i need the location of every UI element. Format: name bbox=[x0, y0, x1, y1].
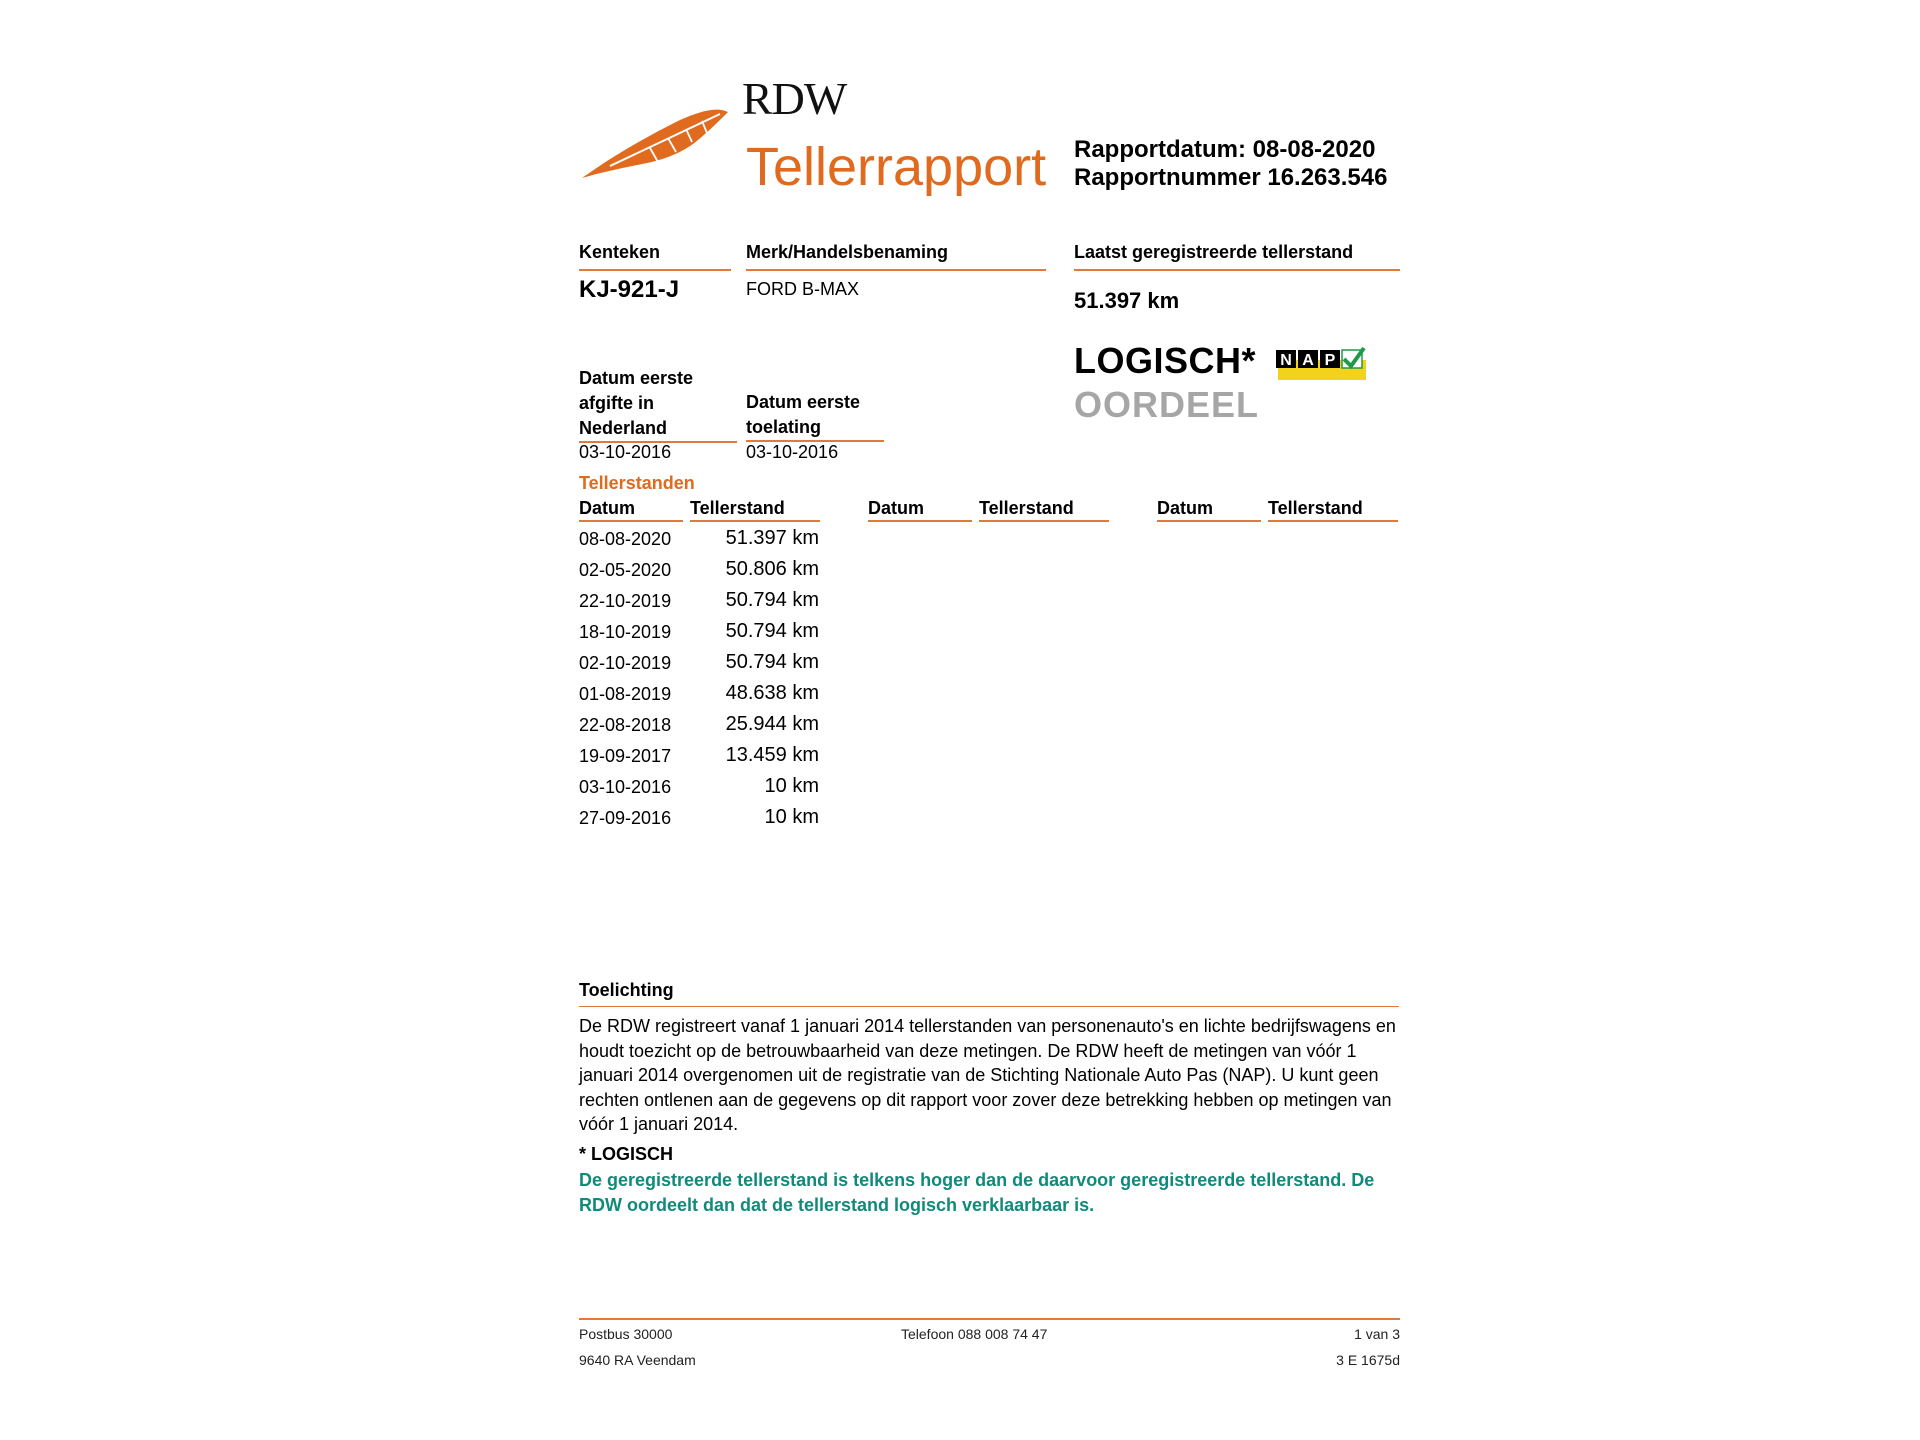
svg-text:N: N bbox=[1280, 352, 1292, 369]
kenteken-value: KJ-921-J bbox=[579, 276, 680, 303]
report-date: Rapportdatum: 08-08-2020 bbox=[1074, 136, 1376, 163]
row-tellerstand: 10 km bbox=[764, 775, 819, 797]
tellerstanden-list bbox=[579, 524, 821, 834]
table-row bbox=[579, 710, 821, 741]
column-header-tellerstand: Tellerstand bbox=[690, 498, 820, 522]
toelichting-text: De RDW registreert vanaf 1 januari 2014 tellerstanden van personenauto's en lichte bedrijfswagens en houdt toezicht op de betrouwbaarheid van deze metingen. De RDW heeft de metingen van vóór 1 januari 2014 overgenomen uit de registratie van de Stichting Nationale Auto Pas (NAP). U kunt geen rechten ontlenen aan de gegevens op dit rapport voor zover deze betrekking hebben op metingen van vóór 1 januari 2014. bbox=[579, 1016, 1396, 1134]
row-tellerstand: 50.806 km bbox=[725, 558, 819, 580]
column-header-tellerstand: Tellerstand bbox=[979, 498, 1109, 522]
rdw-logo-icon bbox=[580, 100, 730, 190]
document-title: Tellerrapport bbox=[746, 137, 1047, 197]
row-tellerstand: 25.944 km bbox=[725, 713, 819, 735]
toelating-label: Datum eerste toelating bbox=[746, 390, 884, 442]
merk-value: FORD B-MAX bbox=[746, 279, 860, 299]
table-row bbox=[579, 741, 821, 772]
laatst-tellerstand-value: 51.397 km bbox=[1074, 288, 1180, 313]
row-datum: 02-10-2019 bbox=[579, 653, 672, 673]
report-number: Rapportnummer 16.263.546 bbox=[1074, 164, 1388, 191]
afgifte-value: 03-10-2016 bbox=[579, 442, 672, 462]
table-row bbox=[579, 679, 821, 710]
row-datum: 03-10-2016 bbox=[579, 777, 672, 797]
table-row bbox=[579, 617, 821, 648]
row-datum: 02-05-2020 bbox=[579, 560, 672, 580]
row-tellerstand: 50.794 km bbox=[725, 620, 819, 642]
logisch-note-label: * LOGISCH bbox=[579, 1144, 674, 1164]
footer-phone: Telefoon 088 008 74 47 bbox=[901, 1326, 1048, 1342]
row-datum: 08-08-2020 bbox=[579, 529, 672, 549]
row-datum: 22-10-2019 bbox=[579, 591, 672, 611]
footer-address-line-2: 9640 RA Veendam bbox=[579, 1352, 696, 1368]
table-row bbox=[579, 803, 821, 834]
row-tellerstand: 50.794 km bbox=[725, 589, 819, 611]
row-datum: 27-09-2016 bbox=[579, 808, 672, 828]
row-tellerstand: 13.459 km bbox=[725, 744, 819, 766]
row-datum: 22-08-2018 bbox=[579, 715, 672, 735]
row-tellerstand: 10 km bbox=[764, 806, 819, 828]
footer-address-line-1: Postbus 30000 bbox=[579, 1326, 673, 1342]
footer-divider bbox=[579, 1318, 1400, 1320]
table-row bbox=[579, 524, 821, 555]
svg-text:P: P bbox=[1324, 352, 1336, 369]
svg-text:A: A bbox=[1302, 352, 1314, 369]
table-row bbox=[579, 586, 821, 617]
laatst-tellerstand-label: Laatst geregistreerde tellerstand bbox=[1074, 240, 1400, 271]
footer-page-number: 1 van 3 bbox=[1354, 1326, 1400, 1342]
report-meta bbox=[1074, 136, 1387, 192]
table-row bbox=[579, 772, 821, 803]
merk-label: Merk/Handelsbenaming bbox=[746, 240, 1046, 271]
table-row bbox=[579, 648, 821, 679]
verdict-label: OORDEEL bbox=[1074, 384, 1260, 425]
row-datum: 18-10-2019 bbox=[579, 622, 672, 642]
column-header-datum: Datum bbox=[868, 498, 972, 522]
row-tellerstand: 48.638 km bbox=[725, 682, 819, 704]
kenteken-label: Kenteken bbox=[579, 240, 731, 271]
nap-check-icon bbox=[1276, 346, 1368, 382]
row-tellerstand: 50.794 km bbox=[725, 651, 819, 673]
brand-name: RDW bbox=[742, 73, 847, 124]
column-header-tellerstand: Tellerstand bbox=[1268, 498, 1398, 522]
afgifte-label: Datum eerste afgifte in Nederland bbox=[579, 366, 737, 443]
row-datum: 19-09-2017 bbox=[579, 746, 672, 766]
column-header-datum: Datum bbox=[579, 498, 683, 522]
toelating-value: 03-10-2016 bbox=[746, 442, 839, 462]
footer-document-code: 3 E 1675d bbox=[1336, 1352, 1400, 1368]
table-row bbox=[579, 555, 821, 586]
logisch-note-text: De geregistreerde tellerstand is telkens hoger dan de daarvoor geregistreerde tellerstand. De RDW oordeelt dan dat de tellerstand logisch verklaarbaar is. bbox=[579, 1170, 1375, 1215]
tellerstanden-title: Tellerstanden bbox=[579, 473, 695, 493]
row-tellerstand: 51.397 km bbox=[725, 527, 819, 549]
toelichting-label: Toelichting bbox=[579, 978, 1399, 1007]
column-header-datum: Datum bbox=[1157, 498, 1261, 522]
row-datum: 01-08-2019 bbox=[579, 684, 672, 704]
verdict-value: LOGISCH* bbox=[1074, 340, 1257, 381]
